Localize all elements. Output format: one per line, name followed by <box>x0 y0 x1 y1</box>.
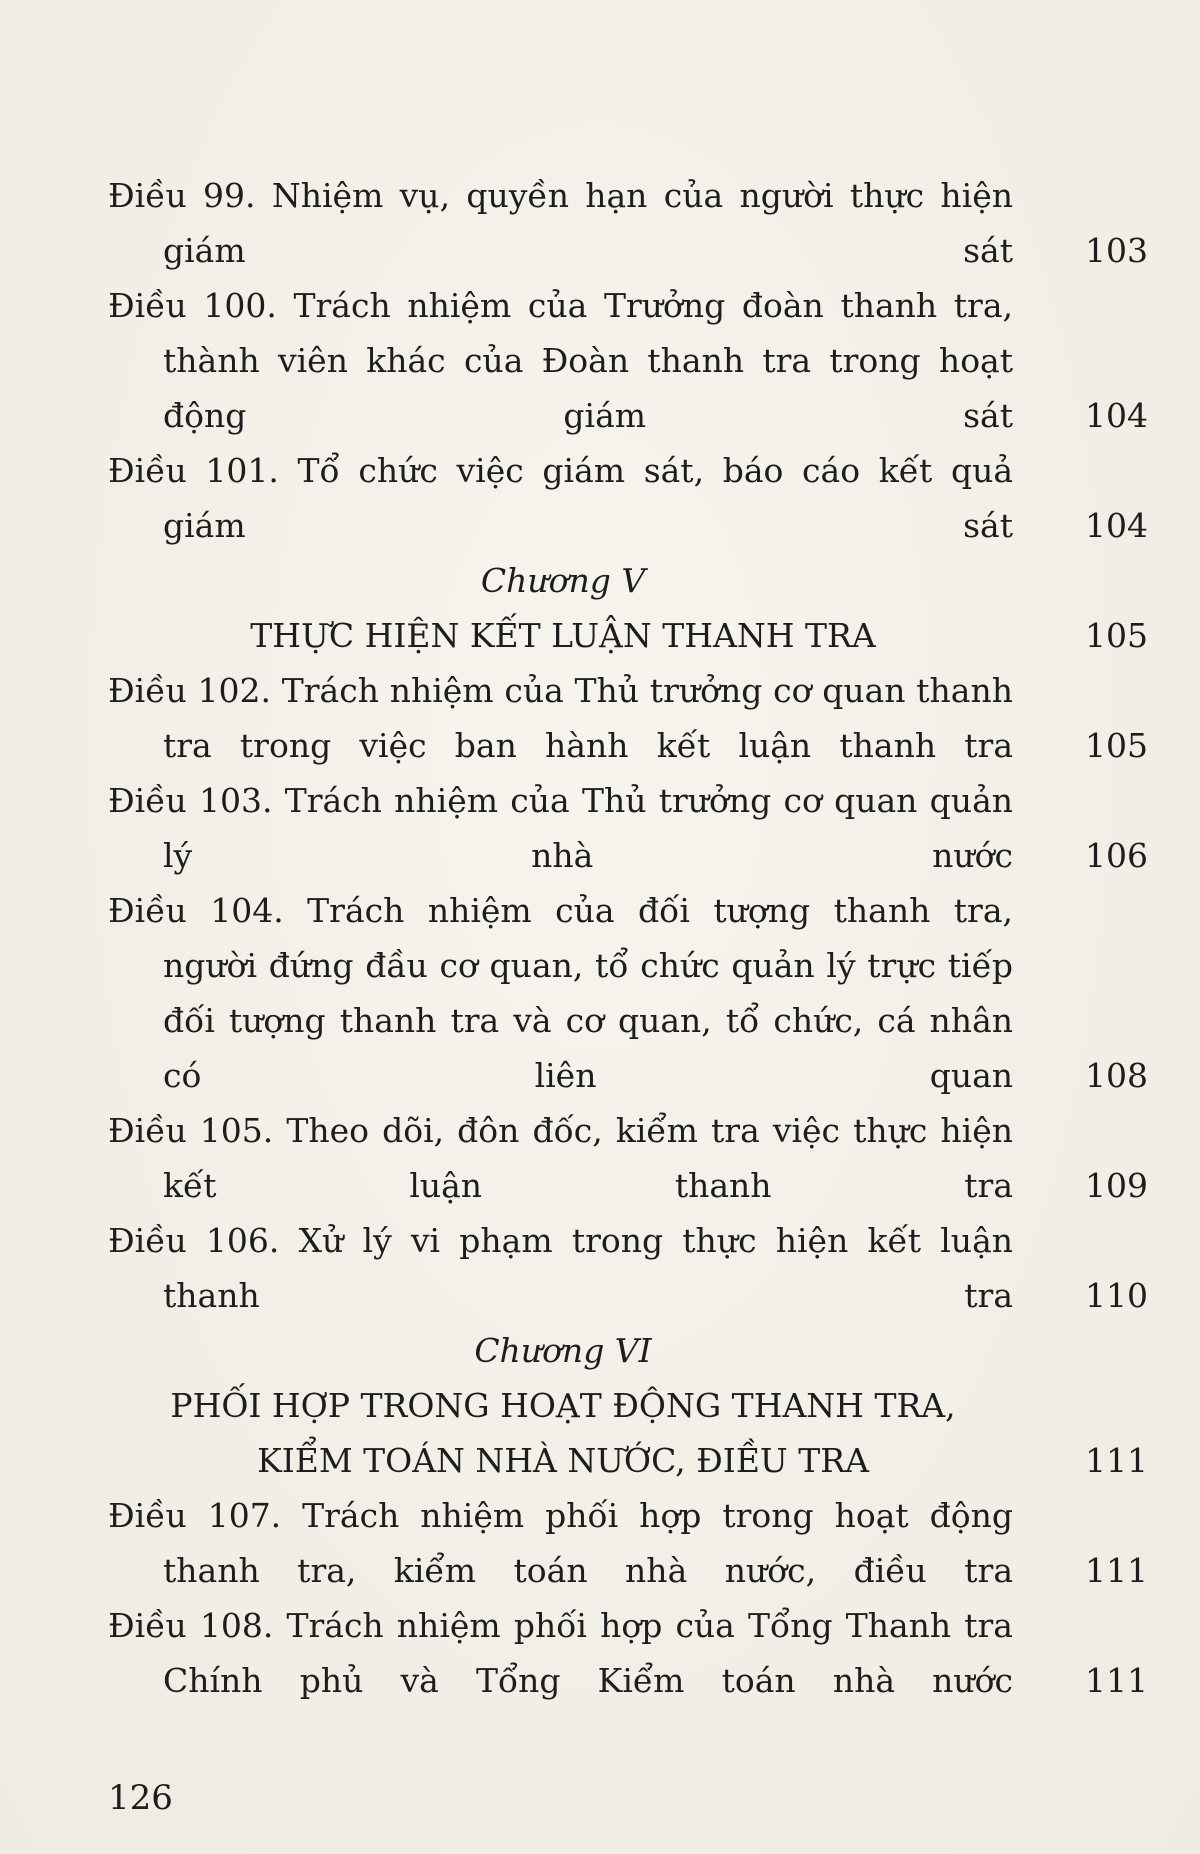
toc-entry-dieu-105 <box>108 1103 1148 1213</box>
toc-entry-page: 104 <box>1085 506 1148 545</box>
toc-entry-text: Điều 102. Trách nhiệm của Thủ trưởng cơ quan thanh tra trong việc ban hành kết luận thanh tra <box>108 671 1013 765</box>
toc-entry-text: Điều 104. Trách nhiệm của đối tượng thanh tra, người đứng đầu cơ quan, tổ chức quản lý trực tiếp đối tượng thanh tra và cơ quan, tổ chức, cá nhân có liên quan <box>108 891 1013 1095</box>
toc-entry-dieu-102 <box>108 663 1148 773</box>
toc-entry-text: Điều 103. Trách nhiệm của Thủ trưởng cơ quan quản lý nhà nước <box>108 781 1013 875</box>
chapter-5-label: Chương V <box>480 561 646 600</box>
toc-entry-page: 105 <box>1085 726 1148 765</box>
toc-entry-text: Điều 100. Trách nhiệm của Trưởng đoàn thanh tra, thành viên khác của Đoàn thanh tra trong hoạt động giám sát <box>108 286 1013 435</box>
toc-entry-text: Điều 108. Trách nhiệm phối hợp của Tổng Thanh tra Chính phủ và Tổng Kiểm toán nhà nước <box>108 1606 1013 1700</box>
toc-entry-dieu-99 <box>108 168 1148 278</box>
chapter-title-line-2: KIỂM TOÁN NHÀ NƯỚC, ĐIỀU TRA <box>257 1441 869 1480</box>
toc-entry-dieu-108 <box>108 1598 1148 1708</box>
toc-entry-text: Điều 99. Nhiệm vụ, quyền hạn của người thực hiện giám sát <box>108 176 1013 270</box>
toc-entry-dieu-103 <box>108 773 1148 883</box>
toc-entry-dieu-104 <box>108 883 1148 1103</box>
toc-entry-text: Điều 107. Trách nhiệm phối hợp trong hoạt động thanh tra, kiểm toán nhà nước, điều tra <box>108 1496 1013 1590</box>
toc-entry-page: 111 <box>1085 1551 1148 1590</box>
toc-entry-dieu-100 <box>108 278 1148 443</box>
toc-entry-dieu-106 <box>108 1213 1148 1323</box>
chapter-title-text: THỰC HIỆN KẾT LUẬN THANH TRA <box>250 616 876 655</box>
chapter-5-title <box>108 608 1148 663</box>
table-of-contents <box>108 168 1148 1708</box>
toc-entry-dieu-107 <box>108 1488 1148 1598</box>
toc-entry-page: 106 <box>1085 836 1148 875</box>
toc-entry-page: 108 <box>1085 1056 1148 1095</box>
toc-entry-page: 104 <box>1085 396 1148 435</box>
toc-entry-dieu-101 <box>108 443 1148 553</box>
chapter-title-page: 111 <box>1085 1441 1148 1480</box>
chapter-title-line-1: PHỐI HỢP TRONG HOẠT ĐỘNG THANH TRA, <box>170 1386 956 1425</box>
toc-entry-page: 103 <box>1085 231 1148 270</box>
page-number: 126 <box>108 1778 173 1818</box>
chapter-6-title <box>108 1378 1148 1488</box>
chapter-title-page: 105 <box>1085 616 1148 655</box>
toc-entry-text: Điều 101. Tổ chức việc giám sát, báo cáo kết quả giám sát <box>108 451 1013 545</box>
toc-entry-text: Điều 106. Xử lý vi phạm trong thực hiện kết luận thanh tra <box>108 1221 1013 1315</box>
toc-entry-text: Điều 105. Theo dõi, đôn đốc, kiểm tra việc thực hiện kết luận thanh tra <box>108 1111 1013 1205</box>
chapter-6-label: Chương VI <box>474 1331 652 1370</box>
toc-entry-page: 111 <box>1085 1661 1148 1700</box>
toc-entry-page: 110 <box>1085 1276 1148 1315</box>
toc-entry-page: 109 <box>1085 1166 1148 1205</box>
